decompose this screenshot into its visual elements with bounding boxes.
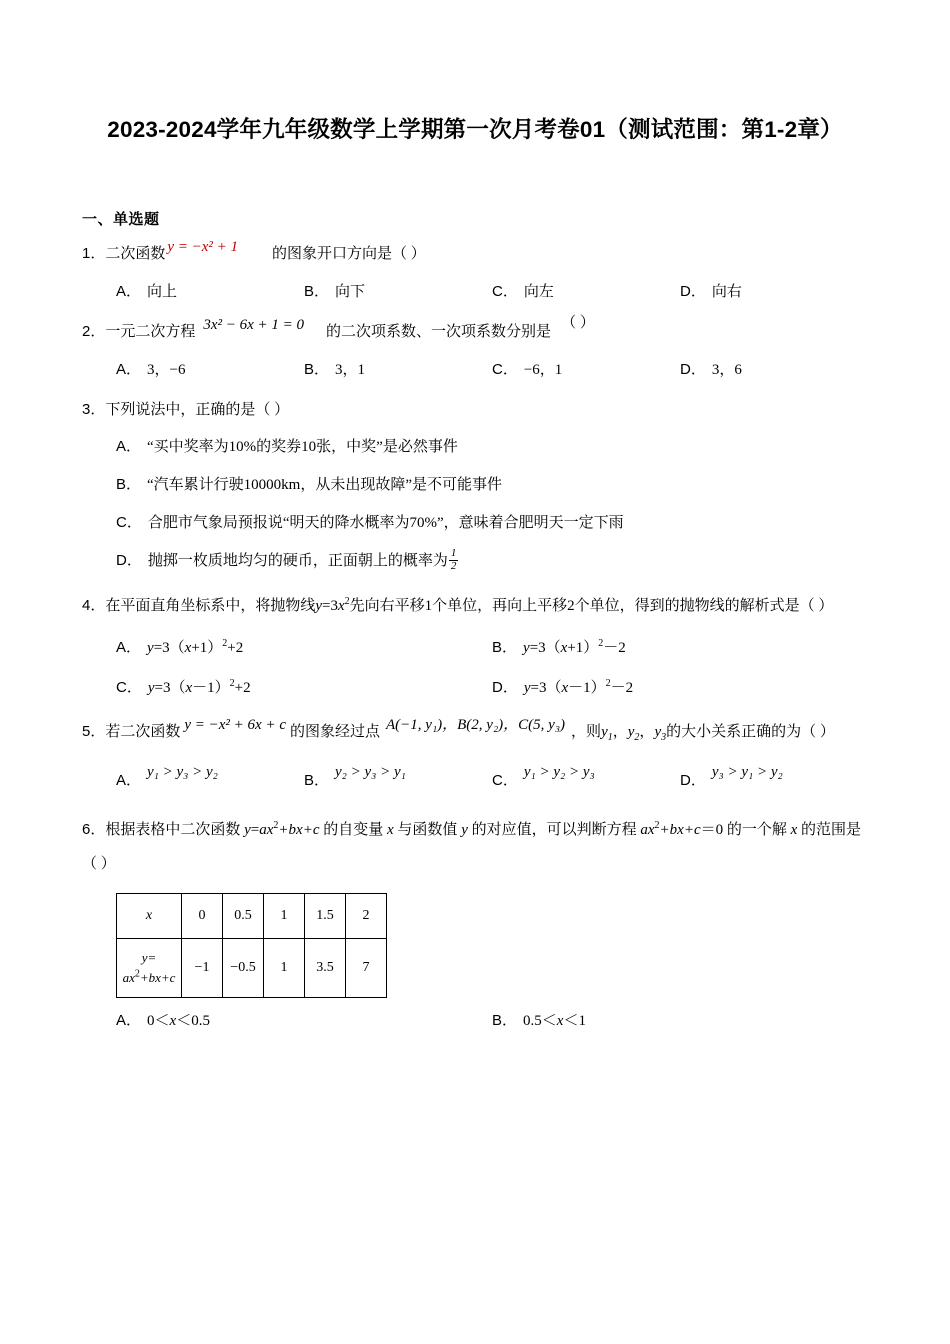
question-2-options	[116, 355, 868, 385]
page-title: 2023-2024学年九年级数学上学期第一次月考卷01（测试范围：第1-2章）	[107, 117, 843, 142]
table-cell: 3.5	[305, 939, 346, 998]
question-2-paren: （ ）	[561, 315, 595, 331]
table-row	[117, 939, 387, 998]
question-1-text-before: 二次函数	[105, 246, 166, 262]
question-4-text: 在平面直角坐标系中，将抛物线$y=3x^2$先向右平移1个单位，再向上平移2个单位，得到的抛物线的解析式是（ ）	[105, 596, 834, 614]
question-3-option-d: D． 抛掷一枚质地均匀的硬币，正面朝上的概率为 $\frac{1}{2}$	[116, 547, 457, 573]
question-1-option-b: B． 向下	[304, 283, 366, 300]
question-6-value-table	[116, 893, 387, 998]
question-1-number: 1．	[82, 245, 106, 262]
question-4-options-row1	[116, 629, 868, 663]
question-1-option-c: C． 向左	[492, 283, 554, 300]
question-2-option-a: A． 3，−6	[116, 361, 186, 378]
table-header-x: x	[117, 894, 182, 939]
table-cell: 1.5	[305, 894, 346, 939]
fraction-one-half: $\frac{1}{2}$	[450, 547, 457, 573]
question-5-options	[116, 763, 868, 799]
question-2-option-c: C． −6，1	[492, 361, 563, 378]
question-4-option-c: C． $y=3(x-1)^2+2$	[116, 678, 251, 696]
question-2-option-b: B． 3，1	[304, 361, 366, 378]
table-cell: −0.5	[223, 939, 264, 998]
question-2-number: 2．	[82, 323, 106, 340]
question-1-options	[116, 277, 868, 307]
question-3-option-a: A． “买中奖率为10%的奖券10张，中奖”是必然事件	[116, 438, 458, 455]
question-6-option-b: B． 0.5＜x＜1	[492, 1012, 586, 1029]
question-2-option-d: D． 3，6	[680, 361, 742, 378]
question-1-formula-image: y = −x² + 1	[167, 239, 239, 255]
question-3-text: 下列说法中，正确的是（ ）	[105, 402, 290, 418]
question-6-text: 根据表格中二次函数 $y=ax^2+bx+c$ 的自变量 x 与函数值 y 的对应值，可以判断方程 $ax^2+bx+c=0$ 的一个解 x 的范围是（ ）	[82, 820, 862, 872]
question-5-option-a: A． y₁ > y₃ > y₂	[116, 764, 218, 789]
question-1-text-after: 的图象开口方向是（ ）	[272, 246, 426, 262]
table-cell: 7	[346, 939, 387, 998]
section-heading: 一、单选题	[82, 211, 160, 228]
question-4-option-b: B． $y=3(x+1)^2-2$	[492, 638, 626, 656]
table-row	[117, 894, 387, 939]
question-6	[82, 809, 868, 881]
question-5-number: 5．	[82, 723, 106, 740]
question-2-formula-image: 3x² − 6x + 1 = 0	[203, 317, 305, 333]
question-5-option-c: C． y₁ > y₂ > y₃	[492, 764, 595, 789]
table-cell: 1	[264, 894, 305, 939]
table-cell: −1	[182, 939, 223, 998]
question-4-number: 4．	[82, 597, 106, 614]
question-5-text-after: ，则$y_1$，$y_2$，$y_3$的大小关系正确的为（ ）	[571, 724, 835, 743]
question-3-option-b: B． “汽车累计行驶10000km，从未出现故障”是不可能事件	[116, 476, 503, 493]
question-6-number: 6．	[82, 821, 106, 838]
question-5-text-before: 若二次函数	[105, 724, 181, 740]
question-2-text-after: 的二次项系数、一次项系数分别是	[326, 324, 552, 340]
question-5	[82, 713, 868, 757]
question-6-options	[116, 1006, 868, 1036]
question-3-options	[116, 429, 868, 579]
table-cell: 0.5	[223, 894, 264, 939]
question-5-points-image: A(−1, y₁)，B(2, y₂)，C(5, y₃)	[386, 717, 566, 733]
question-6-option-a: A． 0＜x＜0.5	[116, 1012, 210, 1029]
question-5-formula-image: y = −x² + 6x + c	[184, 717, 286, 733]
question-2-text-before: 一元二次方程	[105, 324, 196, 340]
table-header-y: y= $ax^2+bx+c$	[117, 939, 182, 998]
question-5-option-d: D． y₃ > y₁ > y₂	[680, 764, 783, 789]
question-4-option-d: D． $y=3(x-1)^2-2$	[492, 678, 634, 696]
table-cell: 2	[346, 894, 387, 939]
question-4-option-a: A． $y=3(x+1)^2+2$	[116, 638, 244, 656]
question-4-options-row2	[116, 669, 868, 703]
table-cell: 0	[182, 894, 223, 939]
question-1	[82, 239, 868, 271]
question-1-option-d: D． 向右	[680, 283, 742, 300]
question-1-option-a: A． 向上	[116, 283, 178, 300]
question-3	[82, 395, 868, 425]
question-3-number: 3．	[82, 401, 106, 418]
table-cell: 1	[264, 939, 305, 998]
question-5-text-mid: 的图象经过点	[289, 724, 380, 740]
question-5-option-b: B． y₂ > y₃ > y₁	[304, 764, 406, 789]
question-4	[82, 585, 868, 623]
question-3-option-c: C． 合肥市气象局预报说“明天的降水概率为70%”，意味着合肥明天一定下雨	[116, 514, 624, 531]
question-2	[82, 317, 868, 349]
